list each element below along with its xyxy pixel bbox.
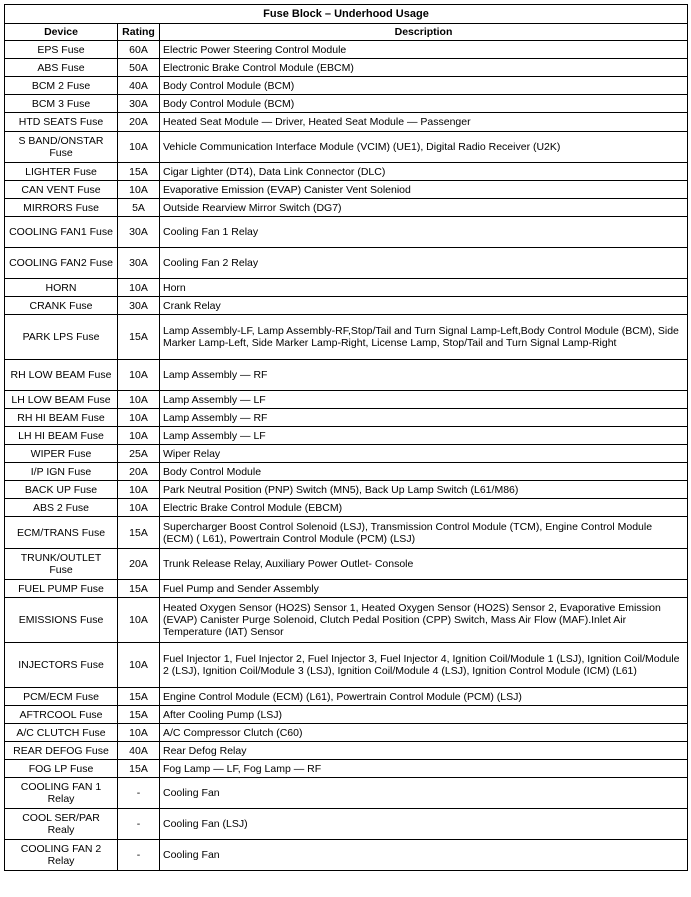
device-cell: I/P IGN Fuse [5,463,118,481]
device-cell: S BAND/ONSTAR Fuse [5,132,118,163]
table-row [5,279,688,297]
table-row [5,724,688,742]
description-cell: Fuel Injector 1, Fuel Injector 2, Fuel Injector 3, Fuel Injector 4, Ignition Coil/Module 1 (LSJ), Ignition Coil/Module 2 (LSJ), Ignition Coil/Module 3 (LSJ), Ignition Coil/Module 4 (LSJ), Ignition Control Module (ICM) (L61) [160,643,688,688]
description-cell: Fog Lamp — LF, Fog Lamp — RF [160,760,688,778]
table-row [5,77,688,95]
table-row [5,778,688,809]
rating-cell: 60A [118,41,160,59]
table-row [5,445,688,463]
rating-cell: 15A [118,688,160,706]
table-row [5,132,688,163]
device-cell: REAR DEFOG Fuse [5,742,118,760]
rating-cell: - [118,840,160,871]
table-row [5,41,688,59]
device-cell: WIPER Fuse [5,445,118,463]
rating-cell: 10A [118,598,160,643]
device-cell: COOLING FAN2 Fuse [5,248,118,279]
rating-cell: 40A [118,77,160,95]
table-row [5,463,688,481]
table-row [5,481,688,499]
table-row [5,549,688,580]
table-body [5,41,688,871]
rating-cell: 15A [118,580,160,598]
rating-cell: - [118,809,160,840]
rating-cell: 10A [118,132,160,163]
description-cell: Park Neutral Position (PNP) Switch (MN5), Back Up Lamp Switch (L61/M86) [160,481,688,499]
rating-cell: - [118,778,160,809]
description-cell: Heated Seat Module — Driver, Heated Seat Module — Passenger [160,113,688,132]
description-cell: Cooling Fan [160,778,688,809]
table-row [5,217,688,248]
description-cell: Rear Defog Relay [160,742,688,760]
device-cell: COOLING FAN 1 Relay [5,778,118,809]
device-cell: FOG LP Fuse [5,760,118,778]
rating-cell: 15A [118,163,160,181]
rating-cell: 30A [118,217,160,248]
rating-cell: 10A [118,481,160,499]
rating-cell: 10A [118,409,160,427]
rating-cell: 10A [118,643,160,688]
table-row [5,688,688,706]
table-row [5,297,688,315]
rating-cell: 25A [118,445,160,463]
device-cell: PARK LPS Fuse [5,315,118,360]
table-row [5,248,688,279]
description-cell: Electric Brake Control Module (EBCM) [160,499,688,517]
device-cell: LH HI BEAM Fuse [5,427,118,445]
table-row [5,181,688,199]
rating-cell: 10A [118,181,160,199]
description-cell: Engine Control Module (ECM) (L61), Powertrain Control Module (PCM) (LSJ) [160,688,688,706]
device-cell: BCM 2 Fuse [5,77,118,95]
rating-cell: 10A [118,360,160,391]
device-cell: A/C CLUTCH Fuse [5,724,118,742]
table-row [5,517,688,549]
rating-cell: 15A [118,315,160,360]
device-cell: LH LOW BEAM Fuse [5,391,118,409]
device-cell: LIGHTER Fuse [5,163,118,181]
column-header-description: Description [160,24,688,41]
description-cell: Lamp Assembly-LF, Lamp Assembly-RF,Stop/Tail and Turn Signal Lamp-Left,Body Control Module (BCM), Side Marker Lamp-Left, Side Marker Lamp-Right, License Lamp, Stop/Tail and Turn Signal Lamp-Right [160,315,688,360]
device-cell: ECM/TRANS Fuse [5,517,118,549]
table-row [5,760,688,778]
table-row [5,840,688,871]
table-row [5,643,688,688]
description-cell: Lamp Assembly — LF [160,391,688,409]
rating-cell: 10A [118,724,160,742]
description-cell: Cooling Fan (LSJ) [160,809,688,840]
table-row [5,95,688,113]
rating-cell: 15A [118,706,160,724]
rating-cell: 20A [118,549,160,580]
table-header-row [5,24,688,41]
description-cell: Body Control Module [160,463,688,481]
device-cell: HTD SEATS Fuse [5,113,118,132]
table-row [5,315,688,360]
rating-cell: 30A [118,248,160,279]
device-cell: AFTRCOOL Fuse [5,706,118,724]
device-cell: COOL SER/PAR Realy [5,809,118,840]
device-cell: RH LOW BEAM Fuse [5,360,118,391]
device-cell: RH HI BEAM Fuse [5,409,118,427]
description-cell: Cooling Fan [160,840,688,871]
table-row [5,598,688,643]
rating-cell: 15A [118,517,160,549]
rating-cell: 10A [118,427,160,445]
column-header-rating: Rating [118,24,160,41]
device-cell: FUEL PUMP Fuse [5,580,118,598]
rating-cell: 5A [118,199,160,217]
description-cell: Cooling Fan 1 Relay [160,217,688,248]
table-row [5,706,688,724]
description-cell: A/C Compressor Clutch (C60) [160,724,688,742]
device-cell: EMISSIONS Fuse [5,598,118,643]
table-row [5,409,688,427]
table-row [5,360,688,391]
device-cell: ABS 2 Fuse [5,499,118,517]
rating-cell: 10A [118,391,160,409]
device-cell: ABS Fuse [5,59,118,77]
device-cell: CAN VENT Fuse [5,181,118,199]
table-row [5,580,688,598]
description-cell: Body Control Module (BCM) [160,95,688,113]
device-cell: COOLING FAN1 Fuse [5,217,118,248]
table-row [5,391,688,409]
device-cell: HORN [5,279,118,297]
table-row [5,113,688,132]
description-cell: Horn [160,279,688,297]
description-cell: Cigar Lighter (DT4), Data Link Connector (DLC) [160,163,688,181]
rating-cell: 30A [118,95,160,113]
rating-cell: 10A [118,499,160,517]
device-cell: PCM/ECM Fuse [5,688,118,706]
description-cell: Lamp Assembly — RF [160,409,688,427]
rating-cell: 40A [118,742,160,760]
description-cell: Outside Rearview Mirror Switch (DG7) [160,199,688,217]
device-cell: TRUNK/OUTLET Fuse [5,549,118,580]
description-cell: Cooling Fan 2 Relay [160,248,688,279]
device-cell: EPS Fuse [5,41,118,59]
fuse-table-container [4,4,687,871]
column-header-device: Device [5,24,118,41]
table-row [5,809,688,840]
rating-cell: 20A [118,463,160,481]
rating-cell: 10A [118,279,160,297]
description-cell: Vehicle Communication Interface Module (VCIM) (UE1), Digital Radio Receiver (U2K) [160,132,688,163]
description-cell: Body Control Module (BCM) [160,77,688,95]
table-row [5,427,688,445]
description-cell: Trunk Release Relay, Auxiliary Power Outlet- Console [160,549,688,580]
description-cell: Electric Power Steering Control Module [160,41,688,59]
description-cell: Evaporative Emission (EVAP) Canister Vent Soleniod [160,181,688,199]
rating-cell: 20A [118,113,160,132]
description-cell: Lamp Assembly — LF [160,427,688,445]
description-cell: After Cooling Pump (LSJ) [160,706,688,724]
description-cell: Fuel Pump and Sender Assembly [160,580,688,598]
rating-cell: 30A [118,297,160,315]
description-cell: Heated Oxygen Sensor (HO2S) Sensor 1, Heated Oxygen Sensor (HO2S) Sensor 2, Evaporative Emission (EVAP) Canister Purge Solenoid, Clutch Pedal Position (CPP) Switch, Mass Air Flow (MAF).Inlet Air Temperature (IAT) Sensor [160,598,688,643]
device-cell: INJECTORS Fuse [5,643,118,688]
table-row [5,499,688,517]
device-cell: COOLING FAN 2 Relay [5,840,118,871]
table-title-row [5,5,688,24]
rating-cell: 50A [118,59,160,77]
table-row [5,199,688,217]
device-cell: BCM 3 Fuse [5,95,118,113]
device-cell: BACK UP Fuse [5,481,118,499]
device-cell: MIRRORS Fuse [5,199,118,217]
table-row [5,59,688,77]
table-row [5,163,688,181]
rating-cell: 15A [118,760,160,778]
description-cell: Crank Relay [160,297,688,315]
description-cell: Lamp Assembly — RF [160,360,688,391]
fuse-block-table [4,4,688,871]
table-row [5,742,688,760]
description-cell: Electronic Brake Control Module (EBCM) [160,59,688,77]
table-title: Fuse Block – Underhood Usage [5,5,688,24]
device-cell: CRANK Fuse [5,297,118,315]
description-cell: Wiper Relay [160,445,688,463]
description-cell: Supercharger Boost Control Solenoid (LSJ), Transmission Control Module (TCM), Engine Control Module (ECM) ( L61), Powertrain Control Module (PCM) (LSJ) [160,517,688,549]
